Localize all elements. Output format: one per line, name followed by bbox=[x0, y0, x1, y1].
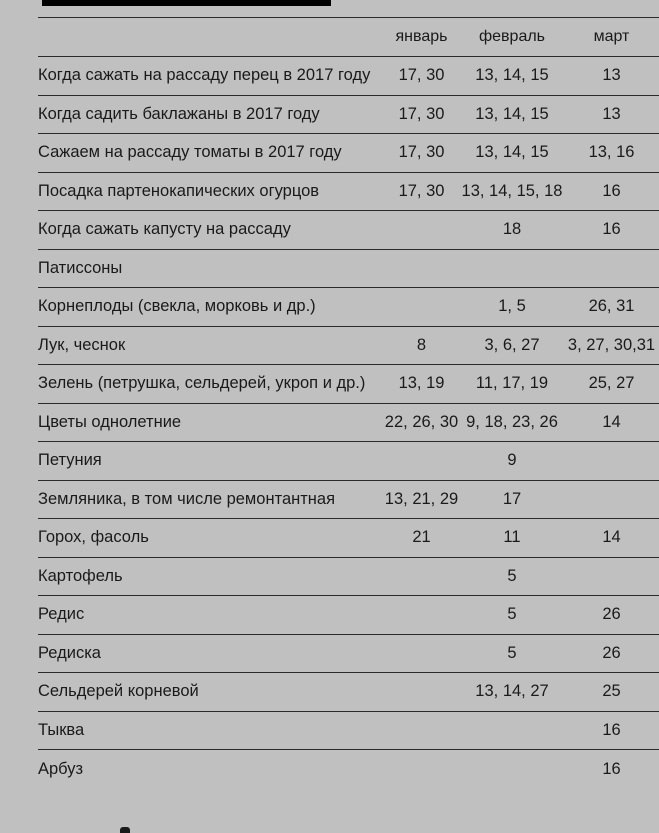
header-february: февраль bbox=[460, 18, 564, 57]
row-january bbox=[383, 557, 460, 596]
cropped-glyph-fragment bbox=[120, 827, 130, 833]
row-name: Картофель bbox=[38, 557, 383, 596]
row-february: 5 bbox=[460, 596, 564, 635]
row-name: Патиссоны bbox=[38, 249, 383, 288]
row-march: 26, 31 bbox=[564, 288, 659, 327]
row-march: 16 bbox=[564, 172, 659, 211]
table-row bbox=[38, 403, 659, 442]
row-march: 26 bbox=[564, 634, 659, 673]
row-name: Земляника, в том числе ремонтантная bbox=[38, 480, 383, 519]
row-march: 16 bbox=[564, 750, 659, 789]
row-january bbox=[383, 596, 460, 635]
row-february: 13, 14, 15 bbox=[460, 57, 564, 96]
row-march: 14 bbox=[564, 403, 659, 442]
row-january bbox=[383, 442, 460, 481]
row-name: Корнеплоды (свекла, морковь и др.) bbox=[38, 288, 383, 327]
header-march: март bbox=[564, 18, 659, 57]
row-name: Петуния bbox=[38, 442, 383, 481]
row-name: Редис bbox=[38, 596, 383, 635]
row-january: 13, 19 bbox=[383, 365, 460, 404]
row-january bbox=[383, 711, 460, 750]
table-row bbox=[38, 596, 659, 635]
table-row bbox=[38, 711, 659, 750]
row-january: 22, 26, 30 bbox=[383, 403, 460, 442]
row-march: 13, 16 bbox=[564, 134, 659, 173]
row-name: Когда сажать на рассаду перец в 2017 году bbox=[38, 57, 383, 96]
row-february: 11 bbox=[460, 519, 564, 558]
row-january bbox=[383, 249, 460, 288]
table-row bbox=[38, 557, 659, 596]
row-name: Сажаем на рассаду томаты в 2017 году bbox=[38, 134, 383, 173]
row-name: Горох, фасоль bbox=[38, 519, 383, 558]
table-header-row bbox=[38, 18, 659, 57]
row-january: 17, 30 bbox=[383, 134, 460, 173]
table-row bbox=[38, 442, 659, 481]
table-row bbox=[38, 326, 659, 365]
row-february: 18 bbox=[460, 211, 564, 250]
row-january: 8 bbox=[383, 326, 460, 365]
top-black-bar bbox=[42, 0, 331, 6]
row-march: 3, 27, 30,31 bbox=[564, 326, 659, 365]
row-march bbox=[564, 557, 659, 596]
row-january bbox=[383, 673, 460, 712]
row-february: 11, 17, 19 bbox=[460, 365, 564, 404]
row-march: 16 bbox=[564, 711, 659, 750]
row-february: 9 bbox=[460, 442, 564, 481]
planting-calendar-table bbox=[38, 17, 659, 788]
row-february: 13, 14, 15, 18 bbox=[460, 172, 564, 211]
table-row bbox=[38, 211, 659, 250]
table-row bbox=[38, 95, 659, 134]
table-row bbox=[38, 519, 659, 558]
row-march: 25, 27 bbox=[564, 365, 659, 404]
row-february: 3, 6, 27 bbox=[460, 326, 564, 365]
row-march bbox=[564, 480, 659, 519]
table-row bbox=[38, 134, 659, 173]
row-name: Когда сажать капусту на рассаду bbox=[38, 211, 383, 250]
row-january bbox=[383, 288, 460, 327]
table-row bbox=[38, 750, 659, 789]
row-march: 25 bbox=[564, 673, 659, 712]
row-name: Цветы однолетние bbox=[38, 403, 383, 442]
header-name bbox=[38, 18, 383, 57]
row-name: Сельдерей корневой bbox=[38, 673, 383, 712]
row-name: Лук, чеснок bbox=[38, 326, 383, 365]
row-february: 1, 5 bbox=[460, 288, 564, 327]
row-january: 17, 30 bbox=[383, 95, 460, 134]
table-row bbox=[38, 365, 659, 404]
header-january: январь bbox=[383, 18, 460, 57]
table-row bbox=[38, 673, 659, 712]
row-february: 5 bbox=[460, 557, 564, 596]
row-february bbox=[460, 750, 564, 789]
row-january: 17, 30 bbox=[383, 57, 460, 96]
row-january bbox=[383, 634, 460, 673]
row-january bbox=[383, 211, 460, 250]
row-march: 16 bbox=[564, 211, 659, 250]
row-march: 14 bbox=[564, 519, 659, 558]
row-february: 5 bbox=[460, 634, 564, 673]
table-row bbox=[38, 172, 659, 211]
row-name: Тыква bbox=[38, 711, 383, 750]
row-name: Зелень (петрушка, сельдерей, укроп и др.) bbox=[38, 365, 383, 404]
table-row bbox=[38, 480, 659, 519]
row-january: 17, 30 bbox=[383, 172, 460, 211]
row-march: 13 bbox=[564, 95, 659, 134]
row-name: Посадка партенокапических огурцов bbox=[38, 172, 383, 211]
table-row bbox=[38, 249, 659, 288]
row-january: 13, 21, 29 bbox=[383, 480, 460, 519]
row-march: 26 bbox=[564, 596, 659, 635]
row-name: Когда садить баклажаны в 2017 году bbox=[38, 95, 383, 134]
row-february: 13, 14, 15 bbox=[460, 134, 564, 173]
row-march bbox=[564, 249, 659, 288]
row-march bbox=[564, 442, 659, 481]
table-row bbox=[38, 57, 659, 96]
row-january bbox=[383, 750, 460, 789]
row-february: 13, 14, 15 bbox=[460, 95, 564, 134]
row-name: Редиска bbox=[38, 634, 383, 673]
row-february bbox=[460, 249, 564, 288]
row-january: 21 bbox=[383, 519, 460, 558]
row-february: 9, 18, 23, 26 bbox=[460, 403, 564, 442]
table-row bbox=[38, 634, 659, 673]
row-february: 13, 14, 27 bbox=[460, 673, 564, 712]
row-february: 17 bbox=[460, 480, 564, 519]
row-march: 13 bbox=[564, 57, 659, 96]
row-february bbox=[460, 711, 564, 750]
table-row bbox=[38, 288, 659, 327]
row-name: Арбуз bbox=[38, 750, 383, 789]
